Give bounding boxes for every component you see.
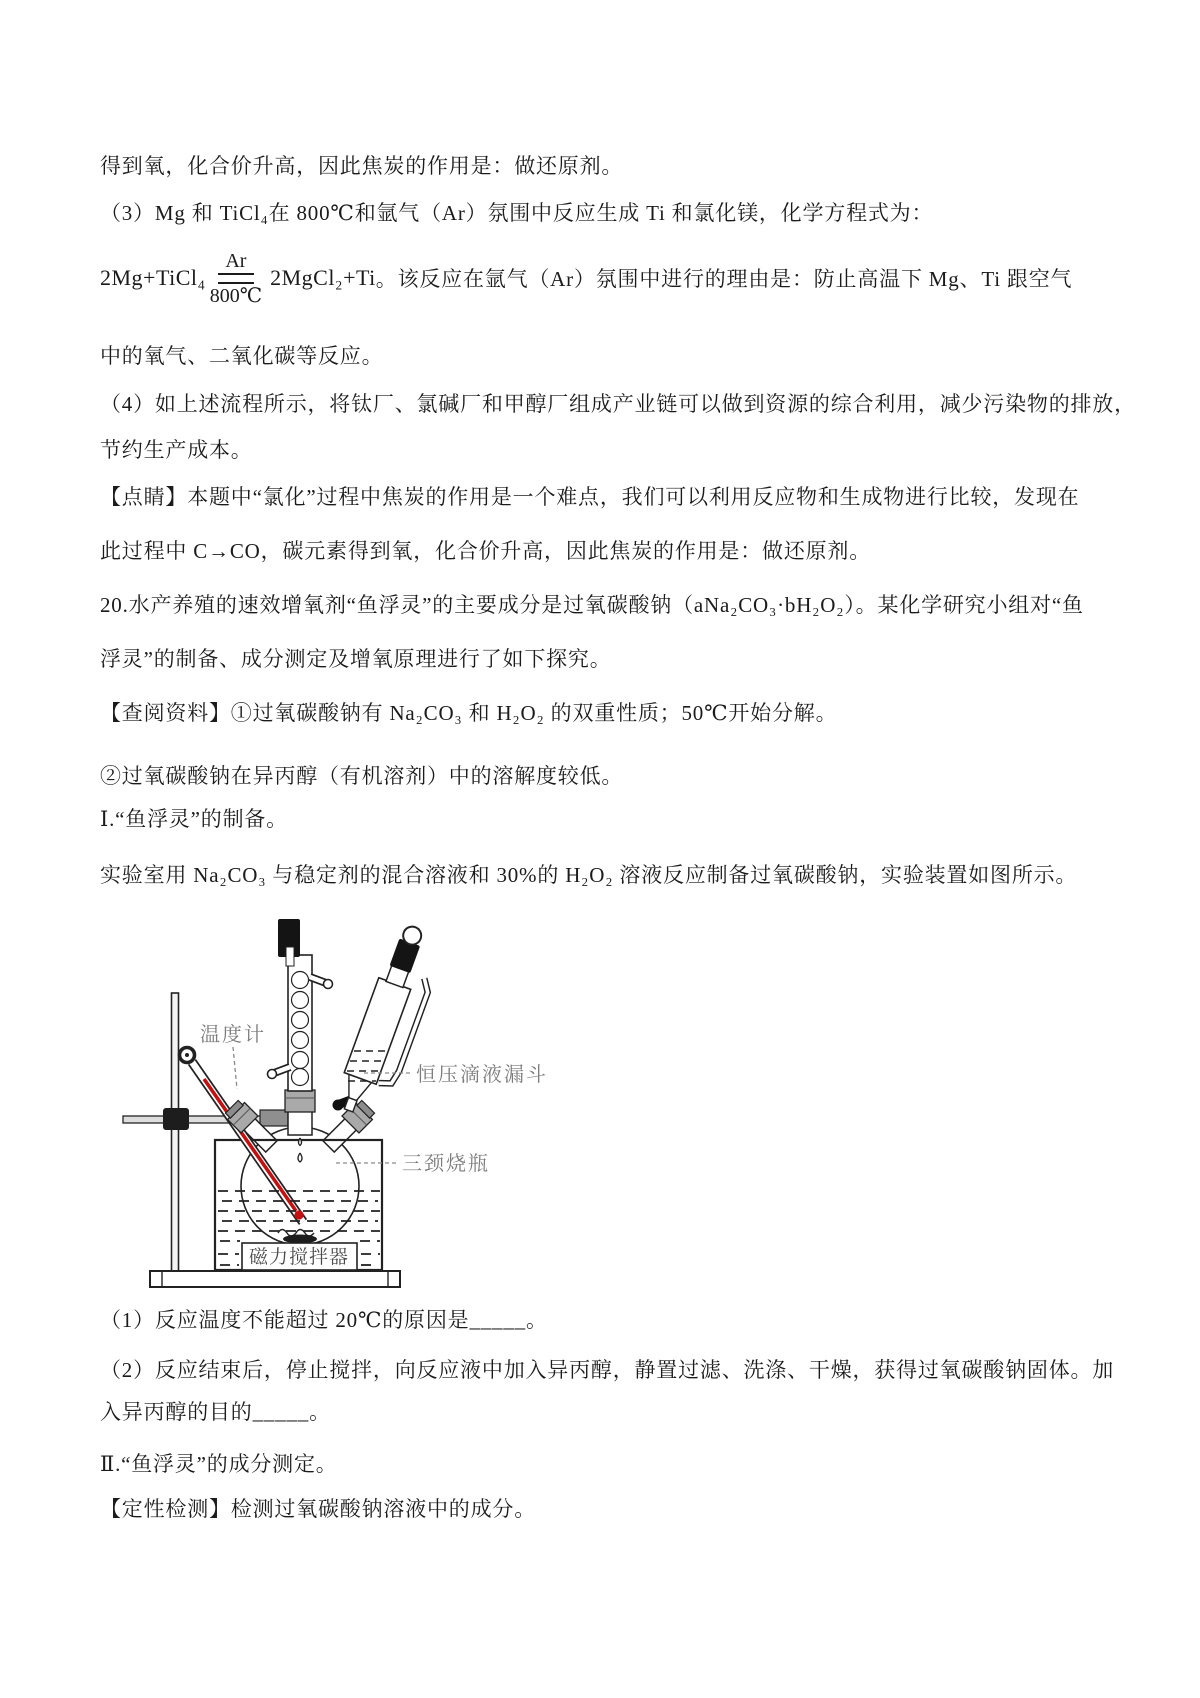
dropping-funnel	[333, 921, 448, 1122]
equation-rhs: 2MgCl₂+Ti	[270, 265, 376, 290]
three-neck-flask-label: 三颈烧瓶	[402, 1153, 490, 1175]
text-line: 此过程中 C→CO，碳元素得到氧，化合价升高，因此焦炭的作用是：做还原剂。	[100, 539, 872, 563]
equation-tail-text: 。该反应在氩气（Ar）氛围中进行的理由是：防止高温下 Mg、Ti 跟空气	[375, 267, 1073, 291]
equation-lhs: 2Mg+TiCl₄	[100, 265, 206, 290]
text-line: 中的氧气、二氧化碳等反应。	[100, 344, 384, 368]
text-line: 【定性检测】检测过氧碳酸钠溶液中的成分。	[100, 1497, 536, 1521]
magnetic-stirrer-box	[242, 1243, 357, 1270]
text-line: 得到氧，化合价升高，因此焦炭的作用是：做还原剂。	[100, 154, 624, 178]
equals-double-line	[218, 273, 254, 284]
text-line: Ⅰ.“鱼浮灵”的制备。	[100, 807, 288, 831]
equation-conditions	[210, 250, 262, 307]
thermometer-label: 温度计	[200, 1024, 266, 1046]
text-line: （2）反应结束后，停止搅拌，向反应液中加入异丙醇，静置过滤、洗涤、干燥，获得过氧碳酸钠固体。加	[100, 1358, 1115, 1382]
text-line: （3）Mg 和 TiCl₄在 800℃和氩气（Ar）氛围中反应生成 Ti 和氯化镁，化学方程式为：	[100, 201, 934, 225]
text-line: 实验室用 Na₂CO₃ 与稳定剂的混合溶液和 30%的 H₂O₂ 溶液反应制备过氧碳酸钠，实验装置如图所示。	[100, 863, 1078, 887]
equation-condition-bottom: 800℃	[209, 284, 263, 307]
text-line: 入异丙醇的目的_____。	[100, 1400, 331, 1424]
text-line: （4）如上述流程所示，将钛厂、氯碱厂和甲醇厂组成产业链可以做到资源的综合利用，减少污染物的排放，	[100, 392, 1136, 416]
text-line: ②过氧碳酸钠在异丙醇（有机溶剂）中的溶解度较低。	[100, 764, 624, 788]
text-line: 【点睛】本题中“氯化”过程中焦炭的作用是一个难点，我们可以利用反应物和生成物进行比较，发现在	[100, 485, 1080, 509]
text-line: Ⅱ.“鱼浮灵”的成分测定。	[100, 1452, 338, 1476]
magnetic-stirrer-label: 磁力搅拌器	[248, 1247, 350, 1268]
chemical-equation	[100, 238, 1072, 318]
reflux-condenser	[268, 919, 333, 1112]
equation-condition-top: Ar	[225, 249, 247, 272]
text-line: （1）反应温度不能超过 20℃的原因是_____。	[100, 1308, 548, 1332]
experiment-apparatus-diagram	[100, 905, 580, 1305]
text-line: 20.水产养殖的速效增氧剂“鱼浮灵”的主要成分是过氧碳酸钠（aNa₂CO₃·bH₂O₂）。某化学研究小组对“鱼	[100, 593, 1084, 617]
text-line: 【查阅资料】①过氧碳酸钠有 Na₂CO₃ 和 H₂O₂ 的双重性质；50℃开始分解。	[100, 701, 838, 725]
text-line: 浮灵”的制备、成分测定及增氧原理进行了如下探究。	[100, 647, 612, 671]
text-line: 节约生产成本。	[100, 438, 253, 462]
dropping-funnel-label: 恒压滴液漏斗	[416, 1064, 548, 1086]
